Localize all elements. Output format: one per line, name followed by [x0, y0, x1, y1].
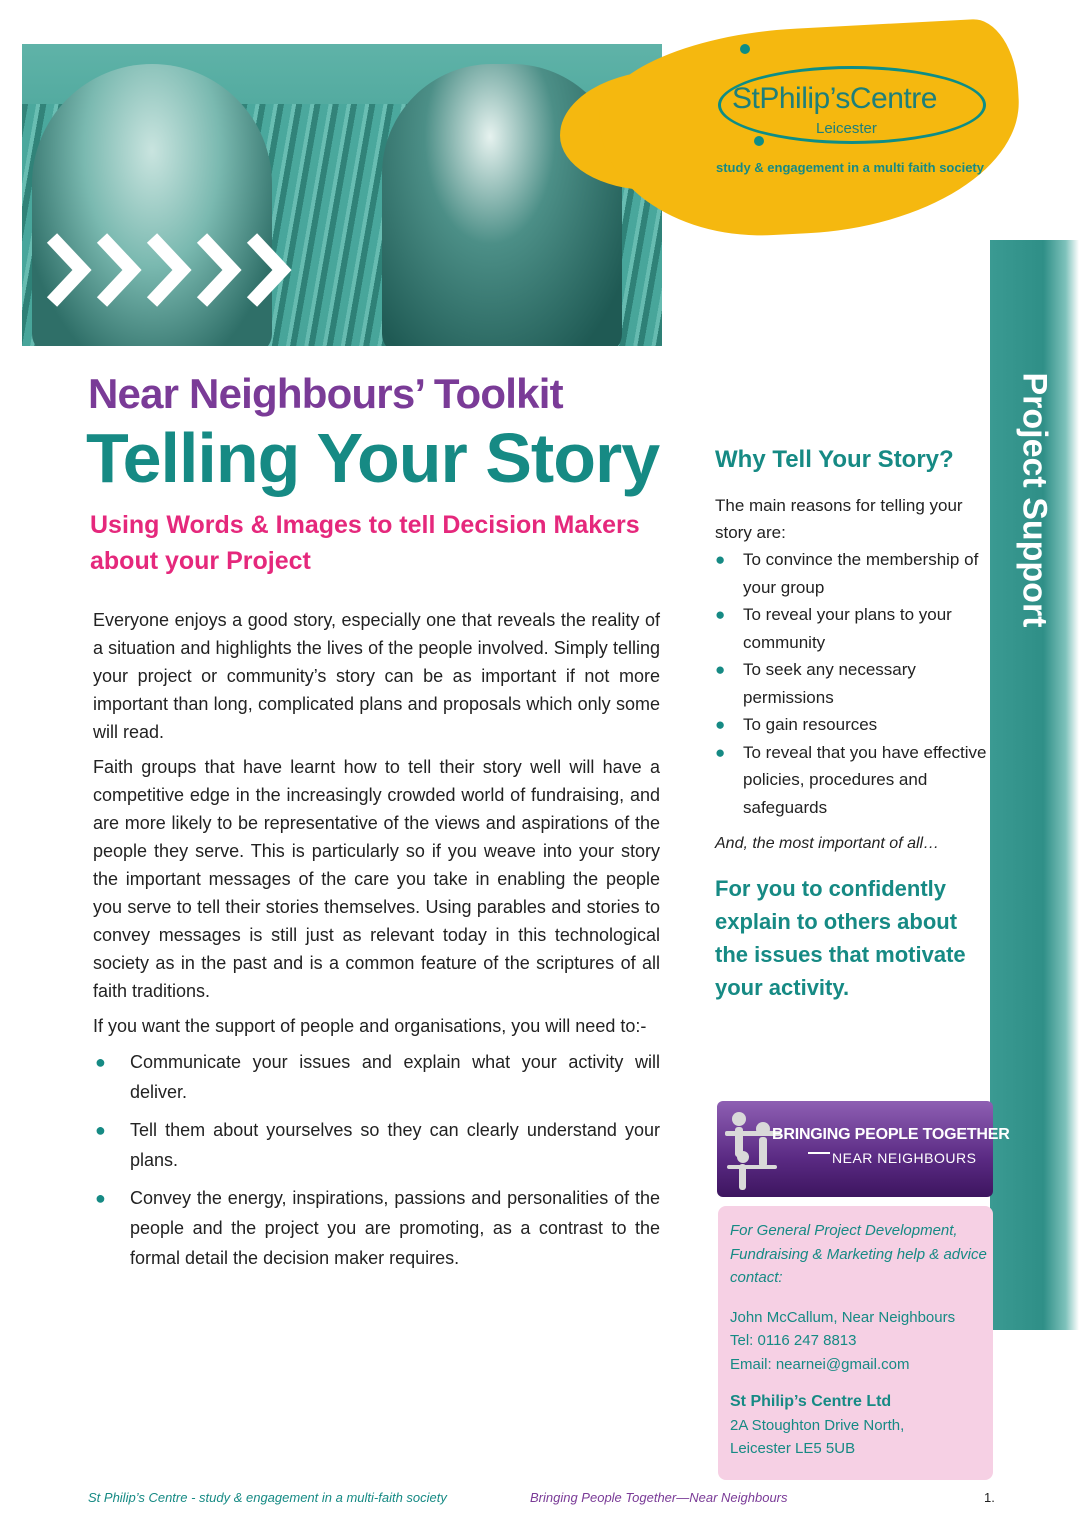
reasons-list	[715, 546, 987, 821]
list-item: ● To gain resources	[715, 711, 987, 739]
why-heading: Why Tell Your Story?	[715, 446, 954, 473]
bullet-icon: ●	[95, 1188, 106, 1208]
list-item: ● To convince the membership of your group	[715, 546, 987, 601]
body-paragraph: If you want the support of people and organisations, you will need to:-	[93, 1016, 647, 1036]
people-logo-icon	[723, 1107, 783, 1193]
banner-line2: NEAR NEIGHBOURS	[832, 1150, 977, 1166]
contact-address: 2A Stoughton Drive North,	[730, 1416, 905, 1434]
logo-dot	[754, 136, 764, 146]
main-body	[93, 606, 660, 1281]
bullet-icon: ●	[715, 715, 726, 734]
bringing-people-together-banner	[717, 1101, 993, 1197]
contact-address: Leicester LE5 5UB	[730, 1440, 856, 1457]
footer-middle: Bringing People Together—Near Neighbours	[530, 1490, 788, 1505]
page-number: 1.	[984, 1490, 995, 1505]
side-label: Project Support	[1015, 372, 1054, 628]
body-paragraph: Faith groups that have learnt how to tell their story well will have a competitive edge in the increasingly crowded world of fundraising, and are more likely to be representative of the views and aspirations of the people they serve. This is particularly so if you weave into your story the important messages of the care you take in enabling the people you serve to tell their stories themselves. Using parables and stories to convey messages is still just as relevant today in this technological society as in the past and is a common feature of the scriptures of all faith traditions.	[93, 757, 660, 1001]
page-title: Telling Your Story	[86, 419, 660, 497]
list-item: ● Communicate your issues and explain what your activity will deliver.	[93, 1047, 660, 1107]
list-item: ● To reveal your plans to your community	[715, 601, 987, 656]
bullet-icon: ●	[715, 550, 726, 569]
list-item: ● Convey the energy, inspirations, passions and personalities of the people and the project you are promoting, as a contrast to the formal detail the decision maker requires.	[93, 1183, 660, 1273]
why-intro: The main reasons for telling your story are:	[715, 496, 963, 542]
bullet-icon: ●	[715, 660, 726, 679]
header-photo	[22, 44, 662, 346]
contact-details	[730, 1219, 988, 1461]
logo-dot	[740, 44, 750, 54]
body-paragraph: Everyone enjoys a good story, especially one that reveals the reality of a situation and highlights the lives of the people involved. Simply telling your project or community’s story can be as important if not more important than long, complicated plans and proposals which only some will read.	[93, 610, 660, 742]
bullet-icon: ●	[715, 742, 726, 762]
logo-city: Leicester	[816, 120, 877, 137]
contact-org: St Philip’s Centre Ltd	[730, 1393, 892, 1410]
contact-person: John McCallum, Near Neighbours	[730, 1308, 956, 1326]
toolkit-kicker: Near Neighbours’ Toolkit	[88, 370, 563, 417]
list-item: ● Tell them about yourselves so they can clearly understand your plans.	[93, 1115, 660, 1175]
page-subtitle: Using Words & Images to tell Decision Makers about your Project	[90, 511, 640, 575]
banner-divider	[808, 1152, 830, 1154]
logo-name: StPhilip’sCentre	[732, 82, 937, 115]
why-highlight: For you to confidently explain to others about the issues that motivate your activity.	[715, 876, 966, 1000]
list-item: ● To seek any necessary permissions	[715, 656, 987, 711]
why-note: And, the most important of all…	[715, 835, 940, 852]
logo-tagline: study & engagement in a multi faith society	[716, 160, 984, 175]
chevrons-icon	[42, 230, 302, 310]
footer-left: St Philip’s Centre - study & engagement in a multi-faith society	[88, 1490, 447, 1505]
bullet-icon: ●	[715, 605, 726, 624]
needs-list	[93, 1047, 660, 1273]
bullet-icon: ●	[95, 1052, 106, 1072]
bullet-icon: ●	[95, 1120, 106, 1140]
contact-tel: Tel: 0116 247 8813	[730, 1332, 857, 1349]
banner-line1: BRINGING PEOPLE TOGETHER	[772, 1126, 1010, 1143]
contact-email[interactable]: Email: nearnei@gmail.com	[730, 1355, 910, 1373]
contact-intro: For General Project Development, Fundraising & Marketing help & advice contact:	[730, 1222, 987, 1286]
list-item: ● To reveal that you have effective policies, procedures and safeguards	[715, 739, 987, 822]
